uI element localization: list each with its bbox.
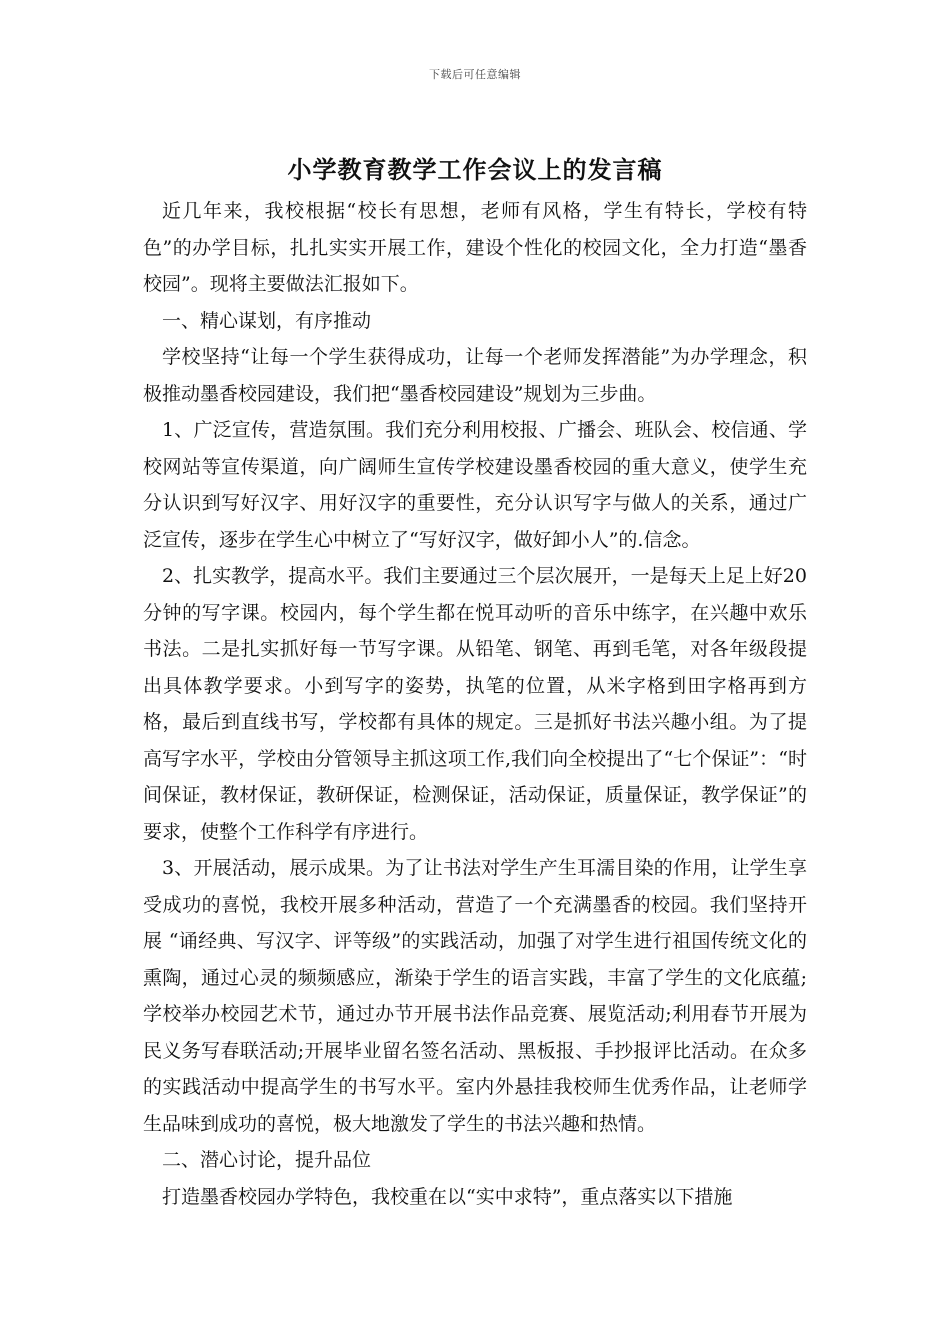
paragraph: 1、广泛宣传，营造氛围。我们充分利用校报、广播会、班队会、校信通、学校网站等宣传渠道，向广阔师生宣传学校建设墨香校园的重大意义，使学生充分认识到写好汉字、用好汉字的重要性，充分认识写字与做人的关系，通过广泛宣传，逐步在学生心中树立了“写好汉字，做好卸小人”的.信念。 <box>143 419 807 551</box>
document-body <box>143 193 807 1215</box>
section-heading-2: 二、潜心讨论，提升品位 <box>162 1149 372 1171</box>
paragraph: 学校坚持“让每一个学生获得成功，让每一个老师发挥潜能”为办学理念，积极推动墨香校园建设，我们把“墨香校园建设”规划为三步曲。 <box>143 346 807 405</box>
section-heading-1: 一、精心谋划，有序推动 <box>162 309 372 332</box>
paragraph: 2、扎实教学，提高水平。我们主要通过三个层次展开，一是每天上足上好20分钟的写字课。校园内，每个学生都在悦耳动听的音乐中练字，在兴趣中欢乐书法。二是扎实抓好每一节写字课。从铅笔、钢笔、再到毛笔，对各年级段提出具体教学要求。小到写字的姿势，执笔的位置，从米字格到田字格再到方格，最后到直线书写，学校都有具体的规定。三是抓好书法兴趣小组。为了提高写字水平，学校由分管领导主抓这项工作,我们向全校提出了“七个保证”：“时间保证，教材保证，教研保证，检测保证，活动保证，质量保证，教学保证”的要求，使整个工作科学有序进行。 <box>143 565 807 843</box>
header-note: 下载后可任意编辑 <box>429 68 521 81</box>
paragraph: 打造墨香校园办学特色，我校重在以“实中求特”，重点落实以下措施 <box>162 1185 733 1208</box>
paragraph-intro: 近几年来，我校根据“校长有思想，老师有风格，学生有特长，学校有特色”的办学目标，扎扎实实开展工作，建设个性化的校园文化，全力打造“墨香校园”。现将主要做法汇报如下。 <box>143 200 807 295</box>
paragraph: 3、开展活动，展示成果。为了让书法对学生产生耳濡目染的作用，让学生享受成功的喜悦，我校开展多种活动，营造了一个充满墨香的校园。我们坚持开展 “诵经典、写汉字、评等级”的实践活动，加强了对学生进行祖国传统文化的熏陶，通过心灵的频频感应，渐染于学生的语言实践，丰富了学生的文化底蕴;学校举办校园艺术节，通过办节开展书法作品竞赛、展览活动;利用春节开展为民义务写春联活动;开展毕业留名签名活动、黑板报、手抄报评比活动。在众多的实践活动中提高学生的书写水平。室内外悬挂我校师生优秀作品，让老师学生品味到成功的喜悦，极大地激发了学生的书法兴趣和热情。 <box>143 857 807 1135</box>
document-title: 小学教育教学工作会议上的发言稿 <box>287 155 663 184</box>
